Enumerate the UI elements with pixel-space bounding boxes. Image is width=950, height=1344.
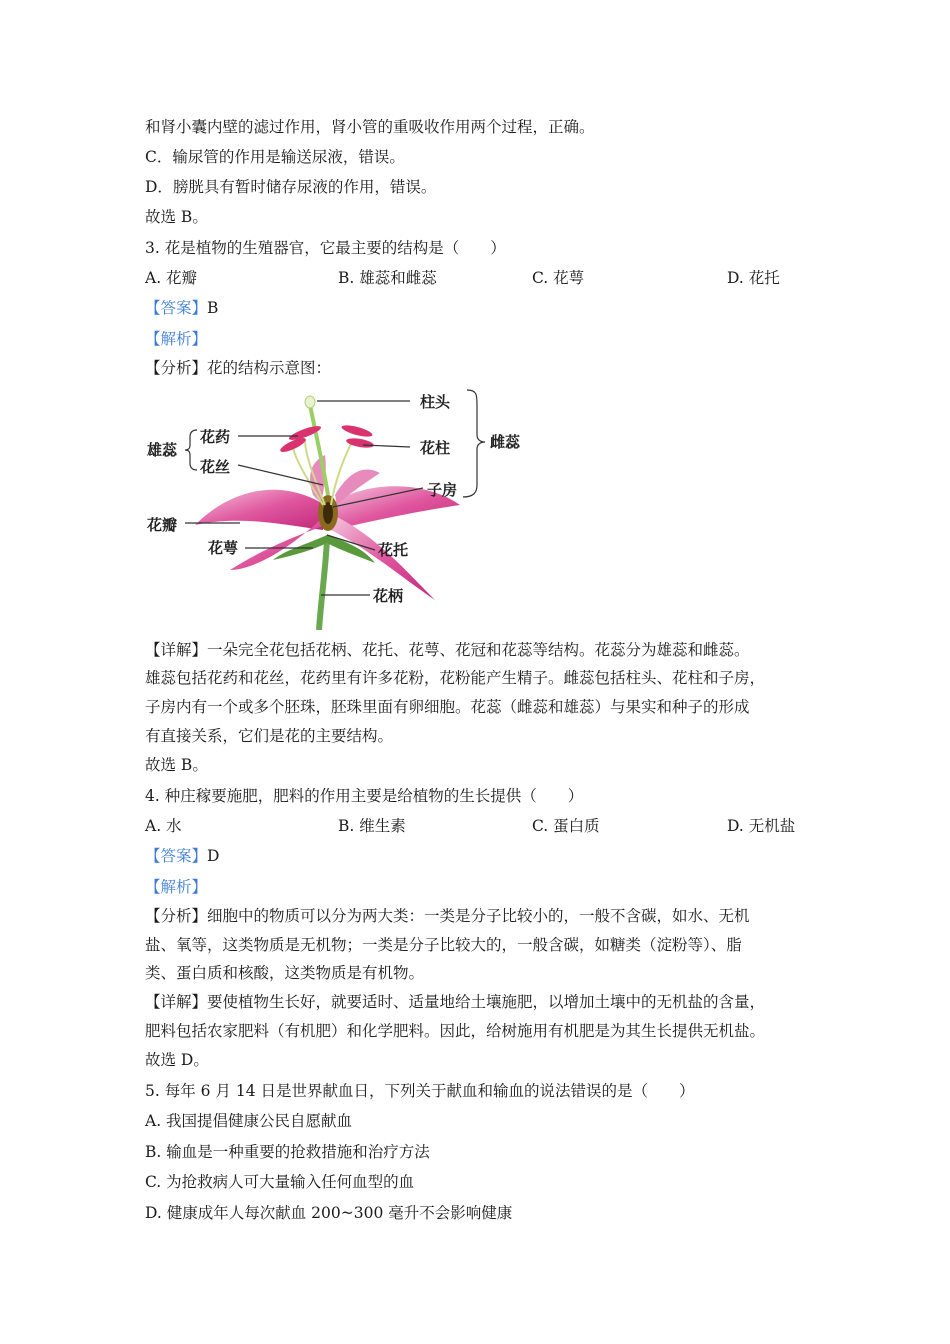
question-5: 5. 每年 6 月 14 日是世界献血日，下列关于献血和输血的说法错误的是（ ）	[145, 1082, 695, 1100]
text-line: D．膀胱具有暂时储存尿液的作用，错误。	[145, 178, 437, 196]
q3-detail-line: 雄蕊包括花药和花丝，花药里有许多花粉，花粉能产生精子。雌蕊包括柱头、花柱和子房，	[145, 669, 766, 687]
answer-tag: 【答案】	[145, 847, 208, 865]
q3-analysis-tag: 【解析】	[145, 330, 208, 348]
answer-value: B	[207, 299, 219, 317]
question-4: 4. 种庄稼要施肥，肥料的作用主要是给植物的生长提供（ ）	[145, 787, 584, 805]
text-line: 和肾小囊内壁的滤过作用，肾小管的重吸收作用两个过程，正确。	[145, 118, 595, 136]
q4-fenxi-line	[145, 906, 750, 926]
q4-choose: 故选 D。	[145, 1051, 209, 1069]
q3-option-b: B. 雄蕊和雌蕊	[338, 269, 437, 287]
label-petal: 花瓣	[147, 516, 178, 534]
q5-option-c: C. 为抢救病人可大量输入任何血型的血	[145, 1173, 415, 1191]
q5-option-a: A. 我国提倡健康公民自愿献血	[145, 1112, 353, 1130]
label-ovary: 子房	[427, 481, 458, 499]
label-style: 花柱	[420, 439, 451, 457]
label-pedicel: 花柄	[373, 587, 404, 605]
answer-value: D	[207, 847, 220, 865]
q3-detail-line: 有直接关系，它们是花的主要结构。	[145, 727, 394, 745]
fenxi-text: 花的结构示意图：	[207, 359, 332, 377]
fenxi-tag: 【分析】	[145, 907, 208, 925]
detail-text: 一朵完全花包括花柄、花托、花萼、花冠和花蕊等结构。花蕊分为雄蕊和雌蕊。	[207, 641, 750, 659]
q4-option-c: C. 蛋白质	[532, 817, 600, 835]
q3-choose: 故选 B。	[145, 756, 208, 774]
q5-option-b: B. 输血是一种重要的抢救措施和治疗方法	[145, 1143, 430, 1161]
q4-analysis-tag: 【解析】	[145, 878, 208, 896]
fenxi-text: 细胞中的物质可以分为两大类：一类是分子比较小的，一般不含碳，如水、无机	[207, 907, 750, 925]
label-pistil: 雌蕊	[490, 433, 521, 451]
label-stamen: 雄蕊	[147, 441, 178, 459]
q3-option-c: C. 花萼	[532, 269, 585, 287]
q4-option-a: A. 水	[145, 817, 182, 835]
q4-fenxi-line: 类、蛋白质和核酸，这类物质是有机物。	[145, 964, 425, 982]
text-line: 故选 B。	[145, 208, 208, 226]
q4-fenxi-line: 盐、氧等，这类物质是无机物；一类是分子比较大的，一般含碳，如糖类（淀粉等）、脂	[145, 936, 742, 954]
q3-detail-line	[145, 640, 750, 660]
q5-option-d: D. 健康成年人每次献血 200~300 毫升不会影响健康	[145, 1204, 513, 1222]
q3-option-d: D. 花托	[727, 269, 780, 287]
q4-answer	[145, 846, 219, 866]
q4-detail-line: 肥料包括农家肥料（有机肥）和化学肥料。因此，给树施用有机肥是为其生长提供无机盐。	[145, 1022, 766, 1040]
label-sepal: 花萼	[208, 539, 239, 557]
flower-structure-diagram	[145, 385, 530, 630]
detail-text: 要使植物生长好，就要适时、适量地给土壤施肥，以增加土壤中的无机盐的含量，	[207, 993, 766, 1011]
q4-option-d: D. 无机盐	[727, 817, 796, 835]
q3-fenxi	[145, 358, 331, 378]
text-line: C．输尿管的作用是输送尿液，错误。	[145, 148, 405, 166]
q3-option-a: A. 花瓣	[145, 269, 198, 287]
fenxi-tag: 【分析】	[145, 359, 208, 377]
q3-detail-line: 子房内有一个或多个胚珠，胚珠里面有卵细胞。花蕊（雌蕊和雄蕊）与果实和种子的形成	[145, 698, 750, 716]
label-receptacle: 花托	[378, 541, 409, 559]
label-filament: 花丝	[200, 458, 231, 476]
q3-answer	[145, 298, 218, 318]
answer-tag: 【答案】	[145, 299, 208, 317]
question-3: 3. 花是植物的生殖器官，它最主要的结构是（ ）	[145, 239, 506, 257]
label-anther: 花药	[200, 428, 231, 446]
q4-detail-line	[145, 992, 765, 1012]
label-stigma: 柱头	[420, 393, 451, 411]
detail-tag: 【详解】	[145, 641, 208, 659]
detail-tag: 【详解】	[145, 993, 208, 1011]
q4-option-b: B. 维生素	[338, 817, 406, 835]
